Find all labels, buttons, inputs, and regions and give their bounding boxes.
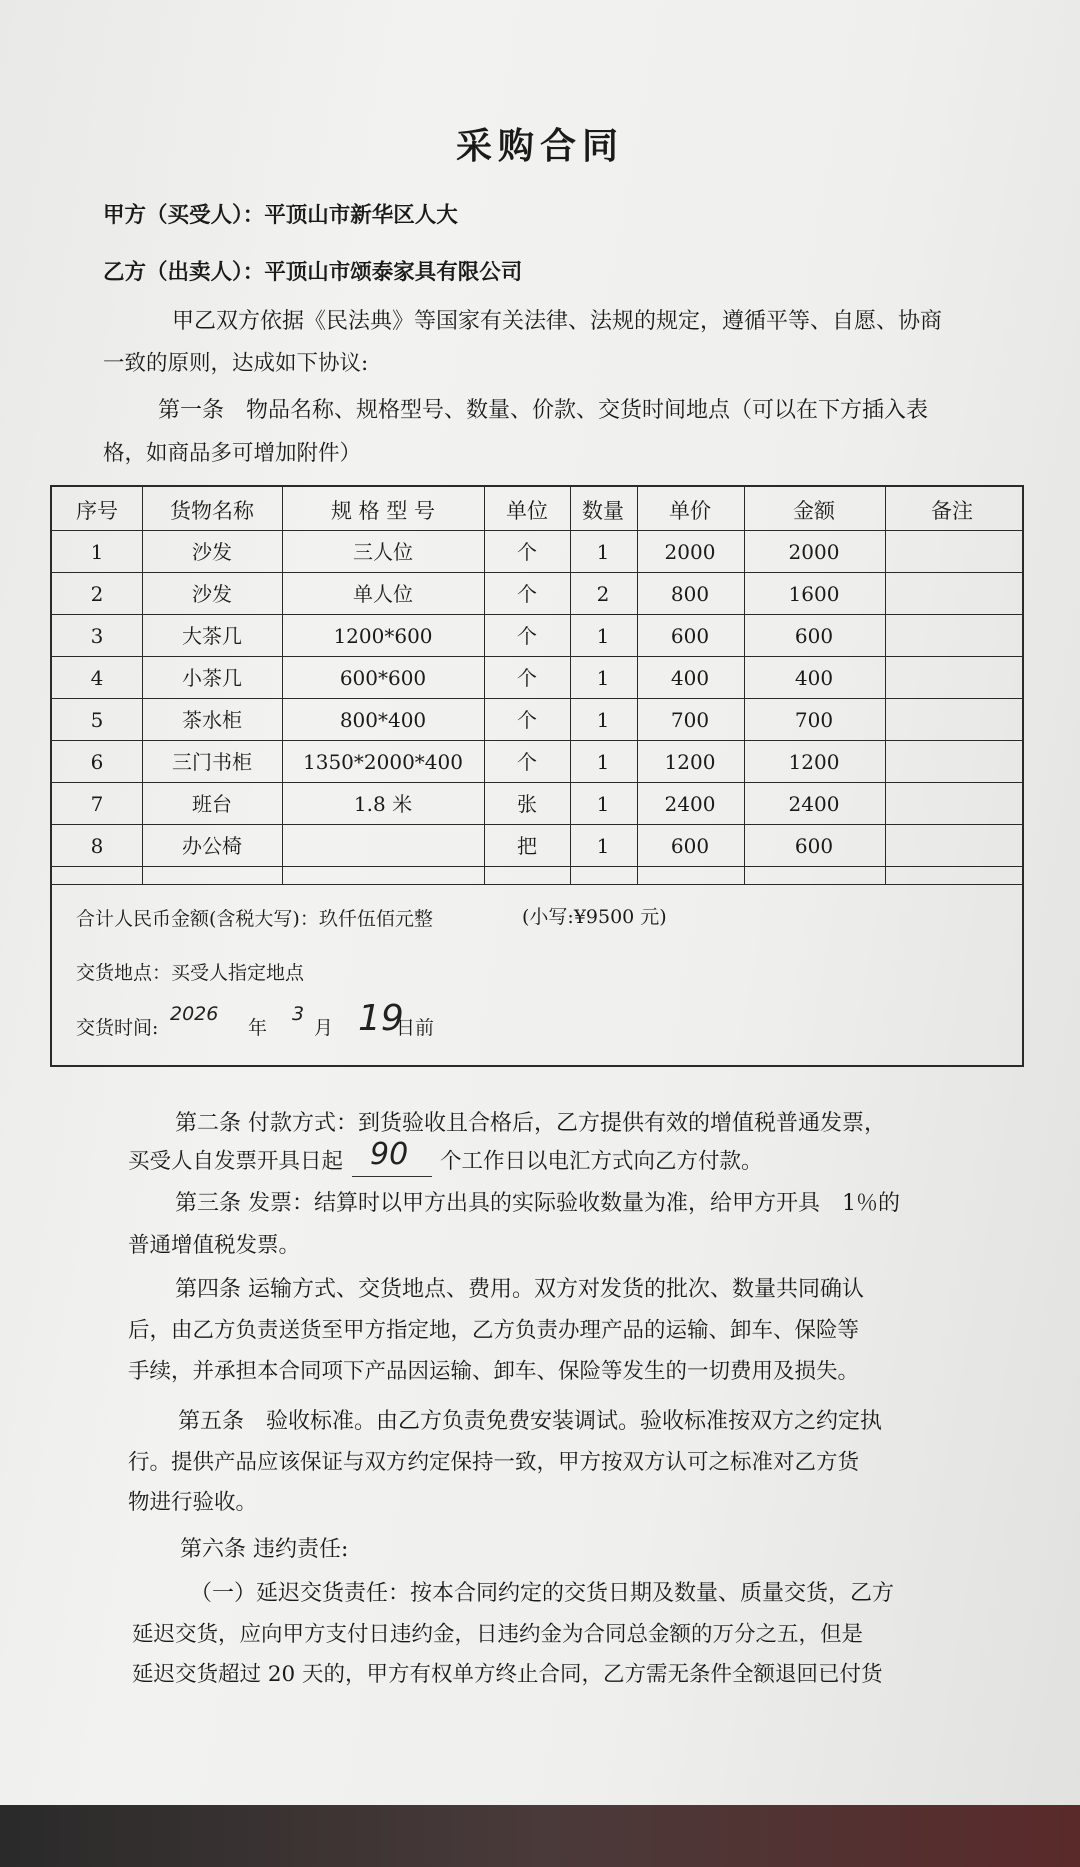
cell-spec: 800*400 <box>339 708 427 732</box>
cell-qty: 1 <box>596 834 610 858</box>
year-label: 年 <box>248 1017 268 1039</box>
cell-qty: 1 <box>596 750 610 774</box>
cell-spec: 1350*2000*400 <box>303 750 463 774</box>
cell-row-no: 4 <box>90 666 104 690</box>
cell-unit-price: 1200 <box>664 750 716 774</box>
cell-spec: 三人位 <box>353 540 413 564</box>
cell-row-no: 8 <box>90 834 104 858</box>
header-qty: 数量 <box>582 499 624 523</box>
article-3-line-2: 普通增值税发票。 <box>128 1233 301 1258</box>
cell-spec: 600*600 <box>339 666 427 690</box>
cell-unit: 个 <box>517 750 537 774</box>
cell-amount: 600 <box>794 834 834 858</box>
cell-amount: 1200 <box>788 750 840 774</box>
cell-qty: 1 <box>596 666 610 690</box>
intro-line-1: 甲乙双方依据《民法典》等国家有关法律、法规的规定，遵循平等、自愿、协商 <box>172 309 943 334</box>
cell-amount: 2000 <box>788 540 840 564</box>
article-5-line-2: 行。提供产品应该保证与双方约定保持一致，甲方按双方认可之标准对乙方货 <box>128 1450 860 1475</box>
cell-qty: 2 <box>596 582 610 606</box>
total-amount-label: 合计人民币金额(含税大写)：玖仟伍佰元整 <box>76 908 433 930</box>
payment-days: 90 <box>370 1137 409 1172</box>
header-spec: 规 格 型 号 <box>330 499 436 523</box>
cell-amount: 600 <box>794 624 834 648</box>
article-1-line-1: 第一条 物品名称、规格型号、数量、价款、交货时间地点（可以在下方插入表 <box>158 398 929 423</box>
cell-goods-name: 沙发 <box>192 582 232 606</box>
header-unit-price: 单价 <box>669 499 711 523</box>
article-5-line-3: 物进行验收。 <box>128 1490 258 1515</box>
article-4-line-2: 后，由乙方负责送货至甲方指定地，乙方负责办理产品的运输、卸车、保险等 <box>128 1318 860 1343</box>
cell-unit-price: 600 <box>670 834 710 858</box>
page-title: 采购合同 <box>455 125 624 167</box>
cell-qty: 1 <box>596 540 610 564</box>
delivery-day: 19 <box>358 998 404 1039</box>
cell-unit-price: 800 <box>670 582 710 606</box>
header-no: 序号 <box>76 499 118 523</box>
party-a: 甲方（买受人）：平顶山市新华区人大 <box>103 203 458 228</box>
cell-goods-name: 班台 <box>192 792 232 816</box>
cell-unit-price: 2000 <box>664 540 716 564</box>
intro-line-2: 一致的原则，达成如下协议: <box>103 351 369 376</box>
cell-qty: 1 <box>596 624 610 648</box>
delivery-place: 交货地点：买受人指定地点 <box>76 962 305 984</box>
cell-row-no: 3 <box>90 624 104 648</box>
article-5-line-1: 第五条 验收标准。由乙方负责免费安装调试。验收标准按双方之约定执 <box>178 1409 883 1434</box>
total-amount-small: (小写:¥9500 元) <box>522 906 667 928</box>
table-surface <box>0 1805 1080 1867</box>
cell-unit: 个 <box>517 666 537 690</box>
article-6-line-3: 延迟交货超过 20 天的，甲方有权单方终止合同，乙方需无条件全额退回已付货 <box>132 1662 883 1687</box>
cell-unit-price: 600 <box>670 624 710 648</box>
article-3-line-1: 第三条 发票：结算时以甲方出具的实际验收数量为准，给甲方开具 1％的 <box>175 1191 900 1216</box>
cell-spec: 1.8 米 <box>353 792 413 816</box>
month-label: 月 <box>314 1017 334 1039</box>
cell-goods-name: 小茶几 <box>182 666 242 690</box>
cell-unit-price: 2400 <box>664 792 716 816</box>
delivery-year: 2026 <box>170 1003 219 1025</box>
article-6-line-1: （一）延迟交货责任：按本合同约定的交货日期及数量、质量交货，乙方 <box>190 1581 895 1606</box>
goods-table <box>50 485 1024 1067</box>
day-label: 日前 <box>396 1017 435 1039</box>
article-2-line-1: 第二条 付款方式：到货验收且合格后，乙方提供有效的增值税普通发票， <box>175 1111 886 1136</box>
cell-unit: 个 <box>517 540 537 564</box>
header-remark: 备注 <box>931 499 973 523</box>
cell-goods-name: 茶水柜 <box>182 708 242 732</box>
article-4-line-1: 第四条 运输方式、交货地点、费用。双方对发货的批次、数量共同确认 <box>175 1277 864 1302</box>
payment-days-underline <box>352 1176 432 1177</box>
cell-goods-name: 三门书柜 <box>172 750 252 774</box>
cell-unit: 个 <box>517 582 537 606</box>
cell-row-no: 5 <box>90 708 104 732</box>
article-6-title: 第六条 违约责任: <box>180 1537 349 1562</box>
cell-goods-name: 大茶几 <box>182 624 242 648</box>
cell-row-no: 1 <box>90 540 104 564</box>
cell-row-no: 2 <box>90 582 104 606</box>
header-amount: 金额 <box>793 499 835 523</box>
cell-unit-price: 400 <box>670 666 710 690</box>
header-goods-name: 货物名称 <box>170 499 254 523</box>
cell-qty: 1 <box>596 708 610 732</box>
cell-amount: 400 <box>794 666 834 690</box>
cell-qty: 1 <box>596 792 610 816</box>
cell-unit: 个 <box>517 624 537 648</box>
cell-unit: 个 <box>517 708 537 732</box>
article-2-line-2b: 个工作日以电汇方式向乙方付款。 <box>440 1149 763 1174</box>
cell-unit: 张 <box>517 792 537 816</box>
cell-unit-price: 700 <box>670 708 710 732</box>
cell-unit: 把 <box>517 834 537 858</box>
cell-goods-name: 沙发 <box>192 540 232 564</box>
party-b: 乙方（出卖人）：平顶山市颂泰家具有限公司 <box>103 260 523 285</box>
cell-amount: 2400 <box>788 792 840 816</box>
cell-amount: 1600 <box>788 582 840 606</box>
delivery-month: 3 <box>292 1003 305 1025</box>
article-2-line-2a: 买受人自发票开具日起 <box>128 1149 344 1174</box>
cell-row-no: 6 <box>90 750 104 774</box>
article-1-line-2: 格，如商品多可增加附件） <box>103 441 362 466</box>
cell-row-no: 7 <box>90 792 104 816</box>
cell-spec: 单人位 <box>353 582 413 606</box>
header-unit: 单位 <box>506 499 548 523</box>
cell-amount: 700 <box>794 708 834 732</box>
article-6-line-2: 延迟交货，应向甲方支付日违约金，日违约金为合同总金额的万分之五，但是 <box>132 1622 864 1647</box>
cell-goods-name: 办公椅 <box>182 834 242 858</box>
delivery-time-label: 交货时间: <box>76 1017 159 1039</box>
cell-spec: 1200*600 <box>333 624 433 648</box>
article-4-line-3: 手续，并承担本合同项下产品因运输、卸车、保险等发生的一切费用及损失。 <box>128 1359 860 1384</box>
